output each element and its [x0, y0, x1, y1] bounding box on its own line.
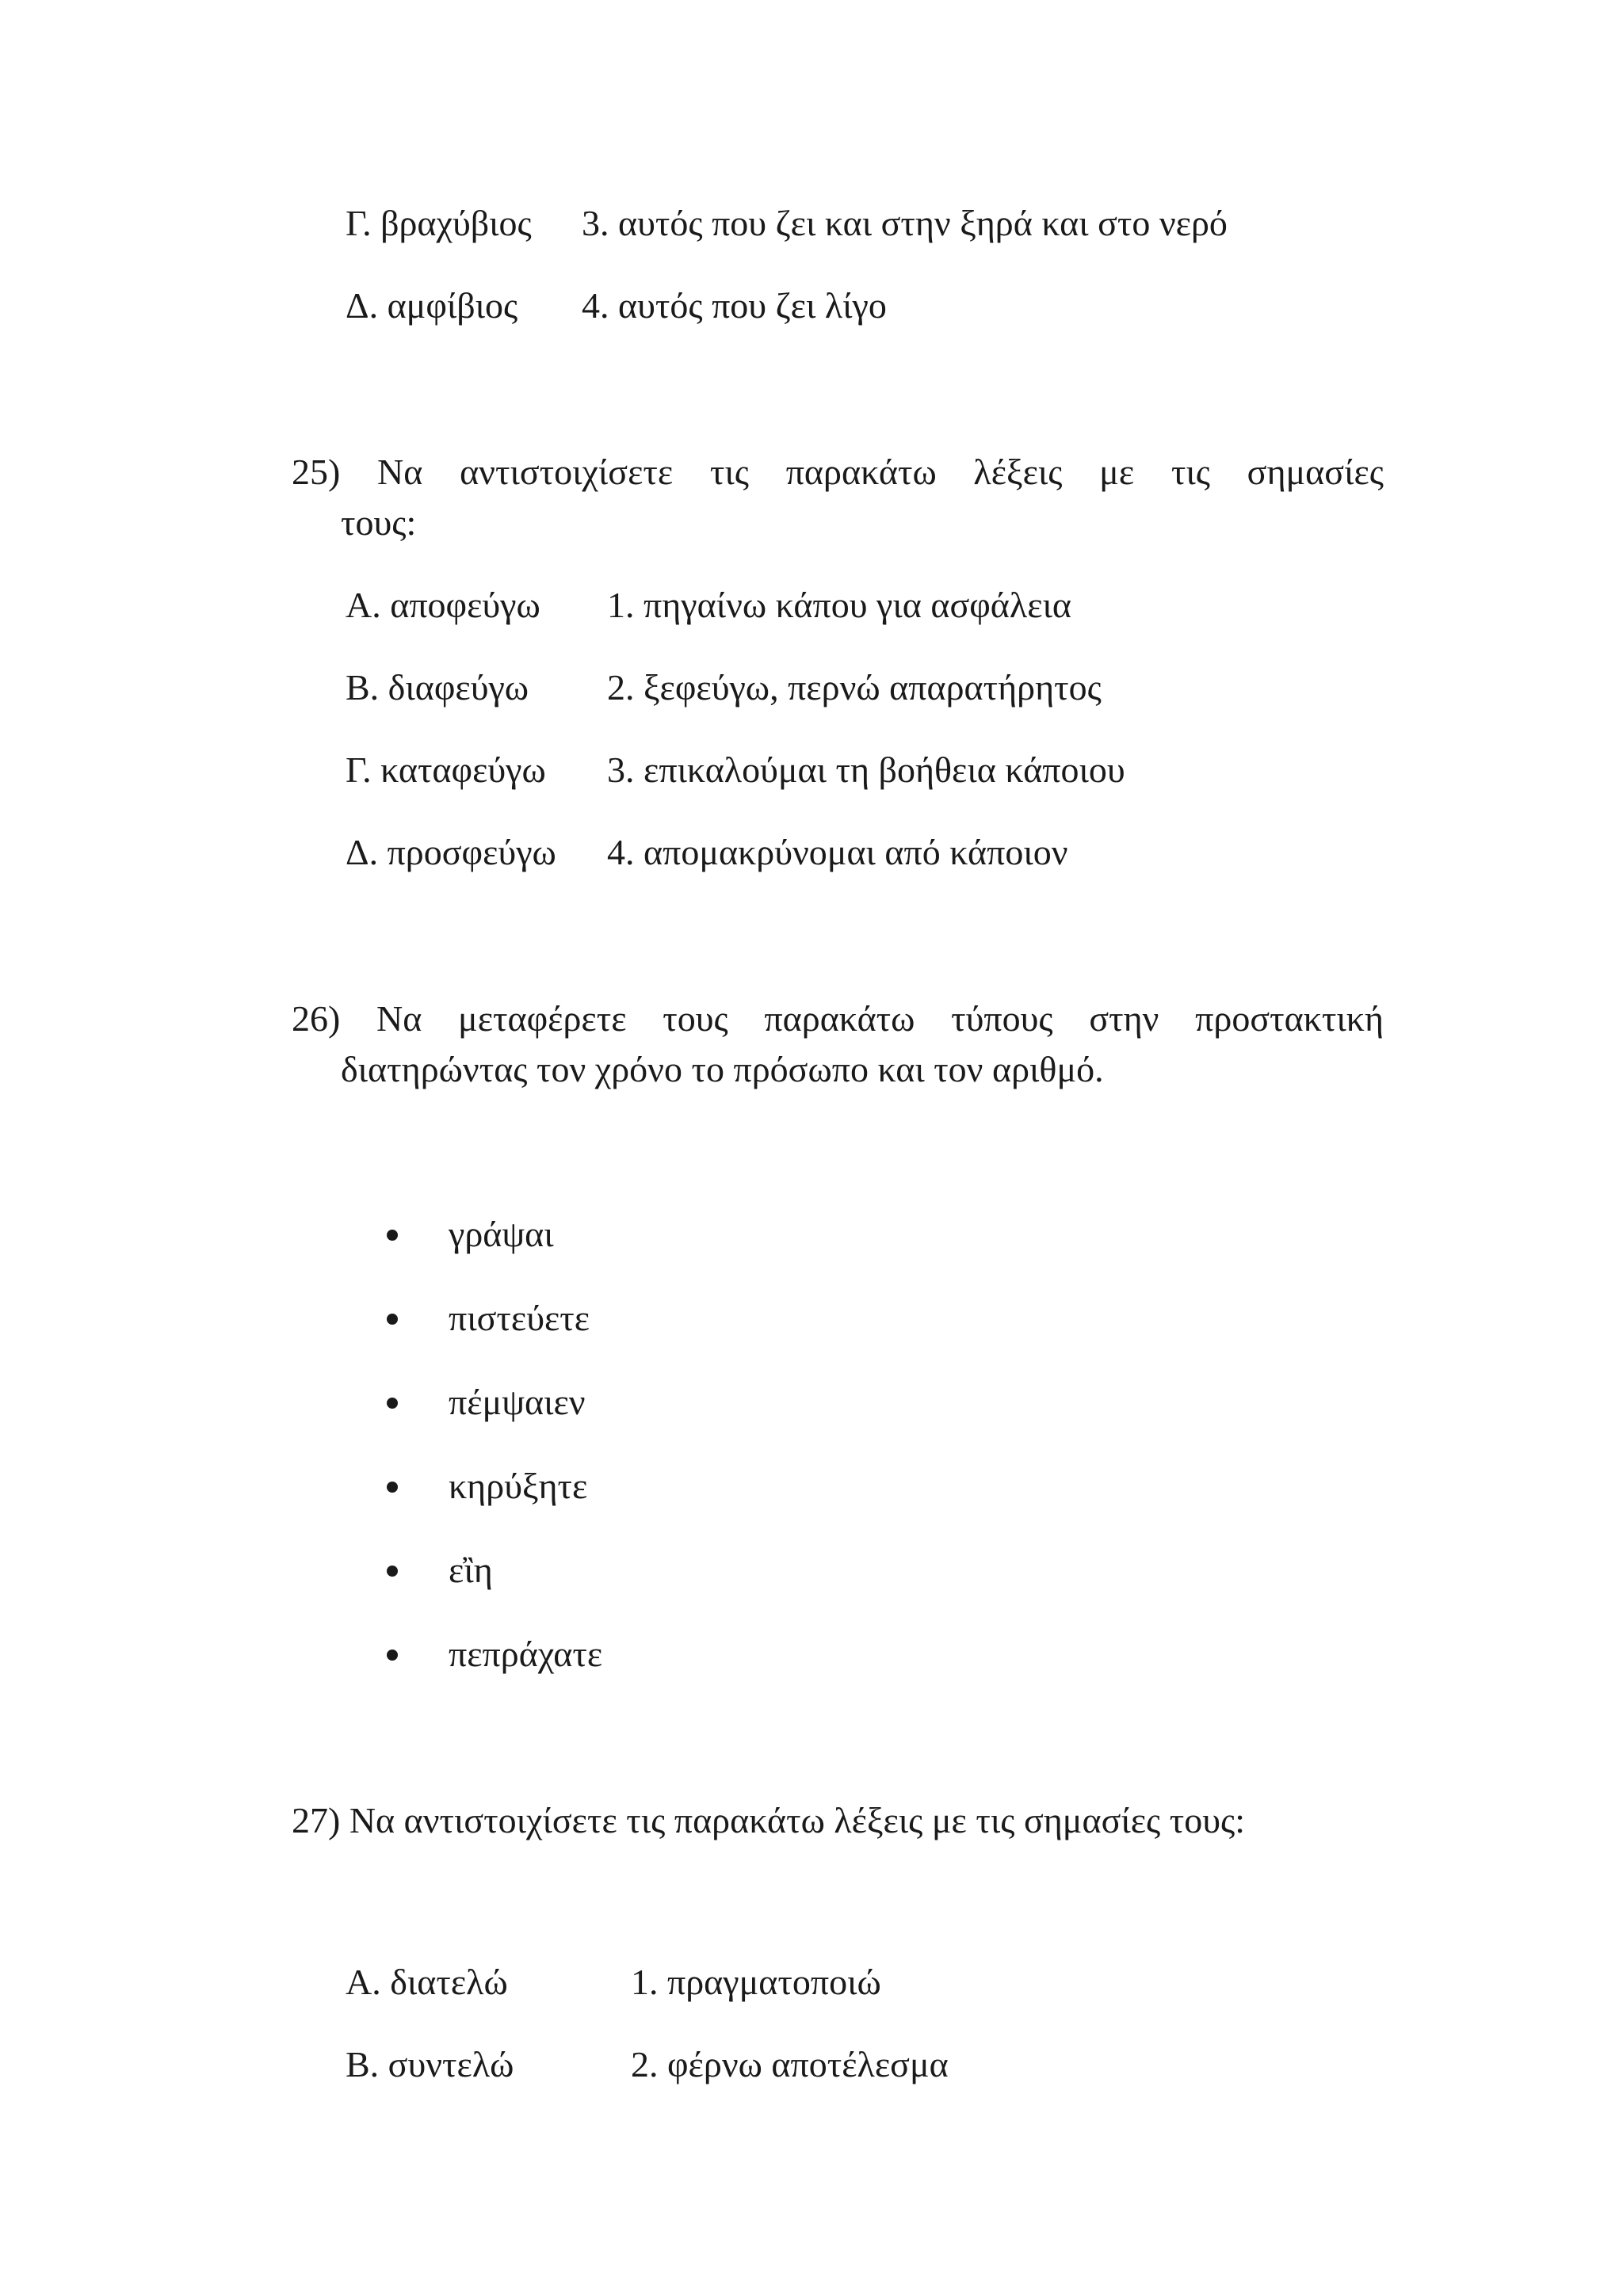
matching-meaning: 2. ξεφεύγω, περνώ απαρατήρητος	[607, 667, 1102, 707]
bullet-icon	[387, 1482, 398, 1493]
list-item: εἲη	[401, 1548, 493, 1592]
matching-term: Δ. προσφεύγω	[346, 832, 556, 872]
list-item: πεπράχατε	[401, 1632, 602, 1676]
bullet-icon	[387, 1398, 398, 1409]
bullet-icon	[387, 1314, 398, 1325]
matching-row	[346, 1960, 881, 2004]
bullet-icon	[387, 1230, 398, 1241]
matching-row	[346, 2042, 949, 2087]
list-item: πιστεύετε	[401, 1296, 590, 1341]
question-25-line-2: τους:	[341, 502, 417, 543]
matching-term: Δ. αμφίβιος	[346, 285, 518, 326]
matching-meaning: 1. πηγαίνω κάπου για ασφάλεια	[607, 585, 1071, 625]
matching-row	[346, 748, 1125, 792]
matching-meaning: 4. απομακρύνομαι από κάποιον	[607, 832, 1068, 872]
matching-meaning: 1. πραγματοποιώ	[631, 1962, 881, 2002]
matching-row	[346, 201, 1228, 246]
list-item: πέμψαιεν	[401, 1380, 586, 1425]
question-26-line-1: 26) Να μεταφέρετε τους παρακάτω τύπους στην προστακτική	[292, 998, 1384, 1039]
matching-meaning: 3. αυτός που ζει και στην ξηρά και στο νερό	[582, 203, 1228, 243]
list-item: γράψαι	[401, 1212, 554, 1257]
bullet-icon	[387, 1650, 398, 1661]
bullet-icon	[387, 1566, 398, 1577]
matching-term: Α. διατελώ	[346, 1962, 508, 2002]
list-item: κηρύξητε	[401, 1464, 587, 1508]
matching-term: Β. διαφεύγω	[346, 667, 529, 707]
matching-row	[346, 583, 1071, 627]
matching-row	[346, 284, 887, 328]
question-25-line-1: 25) Να αντιστοιχίσετε τις παρακάτω λέξεις με τις σημασίες	[292, 452, 1384, 492]
question-26-line-2: διατηρώντας τον χρόνο το πρόσωπο και τον αριθμό.	[341, 1049, 1104, 1089]
question-27-line-1: 27) Να αντιστοιχίσετε τις παρακάτω λέξεις με τις σημασίες τους:	[292, 1800, 1246, 1840]
matching-term: Α. αποφεύγω	[346, 585, 540, 625]
matching-row	[346, 666, 1102, 710]
matching-meaning: 4. αυτός που ζει λίγο	[582, 285, 887, 326]
matching-term: Β. συντελώ	[346, 2044, 514, 2084]
matching-meaning: 2. φέρνω αποτέλεσμα	[631, 2044, 949, 2084]
matching-term: Γ. βραχύβιος	[346, 203, 532, 243]
matching-row	[346, 830, 1068, 875]
matching-meaning: 3. επικαλούμαι τη βοήθεια κάποιου	[607, 749, 1125, 790]
matching-term: Γ. καταφεύγω	[346, 749, 546, 790]
